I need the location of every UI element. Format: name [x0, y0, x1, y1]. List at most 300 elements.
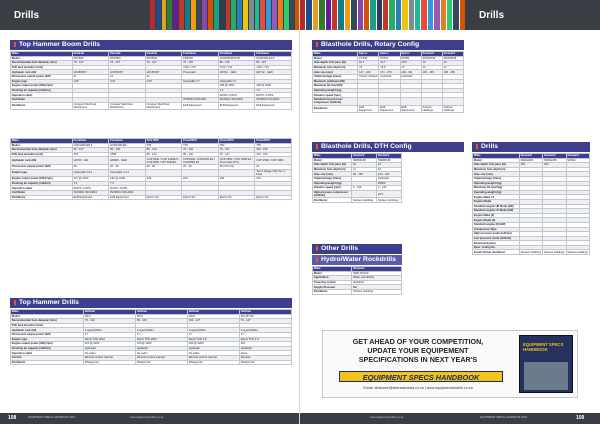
table-cell: SD-5 [136, 314, 188, 319]
table-cell: Bar [352, 285, 402, 290]
table-cell: 17 [84, 332, 136, 337]
table-cell: Engine type [11, 79, 73, 84]
handbook-advert [322, 330, 578, 398]
table-cell: Undercarriage (class) [313, 176, 352, 181]
table-cell: Spec. Listing No. [473, 245, 520, 250]
book-spine [231, 0, 236, 30]
table-cell: Sotravo Holdings [352, 289, 402, 294]
book-spine [409, 0, 414, 30]
book-spine [173, 0, 178, 30]
table-cell: Percussion output power (kW) [11, 164, 73, 169]
column-header: Sullivan [84, 310, 136, 315]
table-cell: COP 2560 / COP 3060 [255, 157, 292, 165]
book-spine [191, 0, 196, 30]
table-cell: 25 - 30 [182, 164, 219, 169]
table-cell: 20 - 36 [109, 164, 146, 169]
table-cell: 76 - 127 [218, 148, 255, 153]
table-cell [182, 169, 219, 177]
book-spine [226, 0, 231, 30]
table-cell: CAT [109, 79, 146, 84]
table-cell: High pressure compressor (m3/min) [313, 190, 352, 198]
page-title: Drills [479, 10, 505, 21]
column-header: Sandvik [72, 52, 109, 57]
table-cell: 129 [145, 177, 182, 182]
book-spine [428, 0, 433, 30]
table-cell: Model [11, 143, 73, 148]
table-cell: Hole size (mm) [313, 172, 352, 177]
table-cell: 140 - 190 [377, 172, 402, 177]
table-cell: Sotravo Holdings [567, 250, 588, 254]
table-cell: Recommended hole diameter (mm) [11, 61, 73, 66]
column-header: Sunward [377, 154, 402, 159]
table-cell: 2 speed RH11 [84, 328, 136, 333]
column-header: Sunward [442, 52, 463, 57]
table-cell: Undercarriage (class) [313, 74, 358, 79]
table-cell: Recommended hole diameter (mm) [11, 319, 84, 324]
table-cell: Maximum bit load (kg) [473, 186, 520, 191]
book-spine [272, 0, 277, 30]
table-cell: Hydraulic [400, 74, 421, 79]
table-cell: Hydraulic [188, 346, 240, 351]
table-cell: Epiroc SA [255, 195, 292, 200]
table-cell: 12 [377, 167, 402, 172]
table-cell: 0 - 145 [352, 186, 377, 191]
table-cell: Flushing air capacity (m3/min) [11, 181, 73, 186]
table-cell: 76 - 127 [72, 61, 109, 66]
table-cell: 17 [240, 332, 292, 337]
table-cell: Engine output power (kW@rpm) [11, 84, 73, 89]
table-cell: No cabin [188, 351, 240, 356]
book-spines-decoration [150, 0, 300, 30]
column-header: PowerROC [255, 139, 292, 144]
column-header: Furukawa [218, 52, 255, 57]
top-hammer-table [10, 309, 292, 365]
table-cell: Operating weight (kg) [473, 190, 520, 195]
book-spine [249, 0, 254, 30]
table-cell: ELB Equipment [218, 102, 255, 110]
table-cell: Hydraulic rock drill [11, 70, 73, 75]
table-cell: 89 - 140 [145, 148, 182, 153]
table-cell: - [145, 65, 182, 70]
table-cell: Electrical System [473, 241, 520, 246]
table-cell: Drill feed elevation (mm) [11, 323, 84, 328]
column-header: Make [11, 139, 73, 144]
table-cell: 100 @ 2200 [136, 342, 188, 347]
table-cell: Maximum pulldown (kN) [313, 79, 358, 84]
book-spine [313, 0, 318, 30]
book-spine [255, 0, 260, 30]
table-row [313, 105, 464, 113]
table-cell: Operating weight (kg) [313, 88, 358, 93]
handbook-cover-image [519, 335, 573, 393]
table-cell: DP1500i [109, 56, 146, 61]
table-cell: Application [313, 276, 352, 281]
table-cell: Hydraulic [379, 74, 400, 79]
advert-contact[interactable]: Email: dhawnee@interactmedia.co.za | www.equipmentandtire.co.za [363, 386, 473, 390]
table-cell: Engine output power (kW@rpm) [11, 342, 84, 347]
table-cell [358, 97, 379, 105]
table-cell: Hydraulic rock drill [11, 328, 84, 333]
table-cell: 89 - 140 [145, 152, 182, 157]
table-cell: SD-8 [188, 314, 240, 319]
column-header: Sullivan [240, 310, 292, 315]
book-spine [326, 0, 331, 30]
table-cell: No cabin [136, 351, 188, 356]
table-cell: Hydraulic [240, 346, 292, 351]
table-cell: Maximum hole depth (m) [313, 65, 358, 70]
table-cell: Rotation speed (rpm) [313, 93, 358, 98]
book-spine [156, 0, 161, 30]
table-cell: Epiroc SA [145, 195, 182, 200]
table-cell: ROPS / FOPS [72, 186, 109, 191]
table-cell: T50 [255, 143, 292, 148]
table-cell: SD-18 T4F [240, 314, 292, 319]
book-spine [278, 0, 283, 30]
table-cell: ELB Equipment [379, 105, 400, 113]
book-spine [319, 0, 324, 30]
table-cell: HF1560ST [145, 70, 182, 75]
table-cell: ISO9001 ISO14001 [72, 190, 109, 195]
table-cell: Sotravo Holdings [520, 250, 542, 254]
table-cell: 171 - 270 [379, 70, 400, 75]
table-cell: Control [11, 355, 84, 360]
table-cell: 127 - 229 [358, 70, 379, 75]
table-cell: Operation cabin [11, 186, 73, 191]
table-cell: Standard engine HP Mode (kW) [473, 204, 520, 209]
table-cell: 10 [421, 65, 442, 70]
table-cell: Distributor [313, 105, 358, 113]
book-spine [345, 0, 350, 30]
book-spine [351, 0, 356, 30]
book-spine [162, 0, 167, 30]
table-cell: Recommended hole diameter (mm) [11, 148, 73, 153]
table-cell: 100 @ 2200 [188, 342, 240, 347]
book-spine [396, 0, 401, 30]
column-header: Furukawa [255, 52, 292, 57]
table-cell: 12 [442, 65, 463, 70]
table-cell: Rotation speed (rpm) [313, 186, 352, 191]
table-cell: T45 [182, 143, 219, 148]
book-spine [338, 0, 343, 30]
book-spine [300, 0, 305, 30]
table-cell: 130 @ 2200 [109, 177, 146, 182]
table-cell: PV351 [400, 56, 421, 61]
section-subheader-hydro: Hydro/Water Rockdrills [312, 255, 402, 265]
book-spine [208, 0, 213, 30]
hydro-table [312, 266, 402, 295]
advert-line-1: GET AHEAD OF YOUR COMPETITION, [352, 337, 484, 346]
right-footer [300, 413, 600, 424]
table-cell: ISO9001 ISO14001 [182, 97, 219, 102]
table-cell: 21 [72, 74, 109, 79]
left-footer [0, 413, 300, 424]
table-cell: Model [11, 56, 73, 61]
table-cell: Sotravo Holdings [543, 250, 565, 254]
table-cell: 7.4 [109, 181, 146, 186]
table-row [313, 198, 402, 203]
table-cell: 21 [109, 74, 146, 79]
table-cell: ELB Equipment [182, 102, 219, 110]
book-spine [150, 0, 155, 30]
advert-line-3: SPECIFICATIONS IN NEXT YEAR'S [358, 355, 478, 364]
handbook-cover-title: EQUIPMENT SPECS HANDBOOK [523, 342, 564, 352]
table-cell: FR2500 [182, 56, 219, 61]
table-cell: Hydraulic [136, 346, 188, 351]
table-cell: PV235 [358, 56, 379, 61]
table-row [11, 157, 292, 165]
table-cell [145, 169, 182, 177]
table-cell: CAT [72, 79, 109, 84]
table-cell: 76 - 152 [182, 148, 219, 153]
table-cell: Engine output power (kW@rpm) [11, 177, 73, 182]
table-row [473, 250, 590, 255]
column-header: Tara ROC [145, 139, 182, 144]
table-cell: Hole size (mm) [473, 172, 520, 177]
table-cell: Engine Model [473, 199, 520, 204]
table-cell: COP 1840 / COP 2150EX / COP 3060 / 25T 3060EX [145, 157, 182, 165]
table-cell: Caterpillar C4.4 [72, 169, 109, 177]
table-cell: 76 - 152 [182, 61, 219, 66]
table-cell: 0 - 145 [377, 186, 402, 191]
table-cell: Conquer Machines Distributors [72, 102, 109, 110]
table-cell: 89 - 140 [109, 148, 146, 153]
table-cell: Hole depth, first pass (m) [313, 61, 358, 66]
table-cell: 165 - 250 [442, 70, 463, 75]
table-cell: 250 [543, 163, 566, 168]
table-cell: ELB Equipment [72, 195, 109, 200]
table-cell: - [72, 65, 109, 70]
column-header: Sunward [519, 154, 542, 159]
table-cell: ISO9001 ISO14001 [255, 97, 292, 102]
table-cell: SWDH200 [519, 158, 542, 163]
table-cell: Caterpillar C7 [182, 79, 219, 84]
column-header: Furukawa [109, 139, 146, 144]
table-cell: Distributor [313, 198, 352, 203]
table-row [11, 102, 292, 110]
table-cell: T35 [145, 143, 182, 148]
table-cell: 20 [255, 164, 292, 169]
table-cell: Pilequip SA [188, 360, 240, 365]
table-cell: 76 - 127 [145, 61, 182, 66]
book-spine [389, 0, 394, 30]
book-spine [306, 0, 311, 30]
book-spine [214, 0, 219, 30]
table-cell: 76 - 127 [240, 319, 292, 324]
table-cell: 19.8 [379, 65, 400, 70]
table-cell: 168 @ 2200 [255, 84, 292, 89]
table-cell: Certificate [11, 190, 73, 195]
table-cell: High pressure mode (m3/min) [473, 232, 520, 237]
table-cell: 130 - 165 [421, 70, 442, 75]
table-cell: SWDH250 [543, 158, 566, 163]
column-header: PowerROC [182, 139, 219, 144]
book-spine [179, 0, 184, 30]
table-cell: Engine Make / S [473, 195, 520, 200]
table-cell: Distributor [11, 195, 73, 200]
table-cell: Deutz TCD 2.9 [188, 337, 240, 342]
table-cell: Standard engine LP Mode (kW) [473, 209, 520, 214]
table-cell: ELB Equipment [109, 195, 146, 200]
table-cell: HCR1200-ED II [72, 143, 109, 148]
table-cell: Standard low pressure compressor (m3/min) [313, 97, 358, 105]
table-cell: Model [473, 158, 520, 163]
book-spine [237, 0, 242, 30]
table-row [11, 360, 292, 365]
table-cell: No cabin [84, 351, 136, 356]
table-cell: Hole depth, first pass (m) [313, 163, 352, 168]
page-number: 108 [8, 415, 17, 421]
table-cell: Sotravo Holdings [421, 105, 442, 113]
book-spine [266, 0, 271, 30]
book-spine [332, 0, 337, 30]
table-cell: Remote control manual [84, 355, 136, 360]
table-cell: SWDR138 [421, 56, 442, 61]
table-cell: Low pressure mode (m3/min) [473, 236, 520, 241]
handbook-cover-machine [524, 362, 568, 390]
table-cell: ROPS / FOPS [218, 93, 255, 98]
column-header: Sunward [566, 154, 589, 159]
table-cell: 160 [218, 177, 255, 182]
column-header: Sullivan [188, 310, 240, 315]
column-header: Make [313, 154, 352, 159]
table-cell: 73 [400, 65, 421, 70]
table-cell: ELB Equipment [358, 105, 379, 113]
table-cell: 89 - 115 [136, 319, 188, 324]
table-cell: Hydraulic [352, 280, 402, 285]
column-header: Make [11, 310, 84, 315]
table-cell: 115 @ 2200 [84, 342, 136, 347]
book-spine [453, 0, 458, 30]
table-cell: Percussion output power (kW) [11, 332, 84, 337]
table-cell: 10 [421, 61, 442, 66]
section-header-top-hammer-boom: Top Hammer Boom Drills [10, 40, 292, 50]
table-row [313, 97, 464, 105]
table-cell: ELB Equipment [255, 102, 292, 110]
column-header: Sullivan [136, 310, 188, 315]
table-row [11, 169, 292, 177]
drills-table [472, 153, 590, 255]
table-cell: HD828 - GED [109, 157, 146, 165]
section-header-dth: Blasthole Drills, DTH Config [312, 142, 464, 152]
table-cell: Pilequip SA [136, 360, 188, 365]
table-cell: HCR1500-ED II [255, 56, 292, 61]
table-cell: 20 - 36 [145, 164, 182, 169]
table-cell: Hole depth, first pass (m) [473, 163, 520, 168]
table-cell: Operating weight (kg) [313, 181, 352, 186]
table-cell: 17 [188, 332, 240, 337]
table-cell: Caterpillar C7 [218, 79, 255, 84]
table-cell: ROPS / FOPS [109, 186, 146, 191]
table-cell: 116 [240, 342, 292, 347]
book-spine [441, 0, 446, 30]
table-cell: Model [313, 56, 358, 61]
column-header: Make [473, 154, 520, 159]
table-cell: Caterpillar C4.3 [109, 169, 146, 177]
table-cell: Distributor [313, 289, 352, 294]
book-spine [202, 0, 207, 30]
table-cell: Model [313, 158, 352, 163]
table-cell: ISO9001 ISO14001 [218, 97, 255, 102]
table-cell: 89 - 115 [218, 61, 255, 66]
table-cell: Certificate [11, 97, 73, 102]
book-spine [243, 0, 248, 30]
table-cell [400, 97, 421, 105]
book-spine [197, 0, 202, 30]
table-cell: Sotravo Holdings [442, 105, 463, 113]
table-cell: Distributor [11, 360, 84, 365]
table-row [313, 289, 402, 294]
table-cell: 12 [377, 163, 402, 168]
page-number: 109 [576, 415, 585, 421]
table-cell: HCR1500/DSVIII [218, 56, 255, 61]
book-spine [260, 0, 265, 30]
book-spine [370, 0, 375, 30]
table-cell: 160 [182, 177, 219, 182]
book-spine [358, 0, 363, 30]
table-cell: 7110 / 710 [182, 65, 219, 70]
table-cell: 89 - 140 [182, 152, 219, 157]
table-cell: Remote control manual [136, 355, 188, 360]
table-cell: 210 [255, 177, 292, 182]
column-header: Make [11, 52, 73, 57]
table-cell: 7110 / 710 [218, 65, 255, 70]
table-cell: Standard engine (2) (kW) [473, 222, 520, 227]
section-header-rotary: Blasthole Drills, Rotary Config [312, 40, 464, 50]
table-cell: Engine Model (2) [473, 218, 520, 223]
table-cell: Engine Make (2) [473, 213, 520, 218]
table-cell: 30 (20.3 hp) [218, 164, 255, 169]
table-cell: SWDH [566, 158, 589, 163]
column-header: Sandvik [109, 52, 146, 57]
table-cell: 2 speed RH11 [136, 328, 188, 333]
book-spine [377, 0, 382, 30]
book-spine [383, 0, 388, 30]
table-cell: Pilequip SA [240, 360, 292, 365]
book-spines-decoration [300, 0, 465, 30]
table-cell [218, 169, 255, 177]
table-cell: HF1560ST [109, 70, 146, 75]
book-spine [220, 0, 225, 30]
table-row [11, 195, 292, 200]
table-cell: Tier 3 (Stage IIIA) Tier 4 Final [255, 169, 292, 177]
table-cell: 76 - 127 [218, 152, 255, 157]
table-cell: Sotravo Holdings [377, 198, 402, 203]
table-cell: Hole size (mm) [313, 70, 358, 75]
column-header: PowerROC [218, 139, 255, 144]
table-cell: Percussion output power (kW) [11, 74, 73, 79]
table-cell: HD712 - GED [218, 70, 255, 75]
table-cell: 7.4 [72, 181, 109, 186]
table-row [313, 190, 402, 198]
table-cell: Compressor Type [473, 227, 520, 232]
table-cell: 127 @ 2200 [72, 177, 109, 182]
table-cell: HF1560ST [72, 70, 109, 75]
top-hammer-boom-table-2 [10, 138, 292, 200]
book-spine [364, 0, 369, 30]
book-spine [185, 0, 190, 30]
table-cell: 715 [72, 152, 109, 157]
table-cell: 21 [145, 74, 182, 79]
table-cell: Engine type [11, 337, 84, 342]
table-cell: SD-2 [84, 314, 136, 319]
table-cell: 10.7 [358, 61, 379, 66]
table-cell: Operating weight (kg) [473, 181, 520, 186]
book-spine [434, 0, 439, 30]
table-cell: 17 [136, 332, 188, 337]
page-title: Drills [14, 10, 40, 21]
table-cell: 102 - 127 [188, 319, 240, 324]
footer-url: www.equipmentandtire.co.za [130, 416, 164, 419]
